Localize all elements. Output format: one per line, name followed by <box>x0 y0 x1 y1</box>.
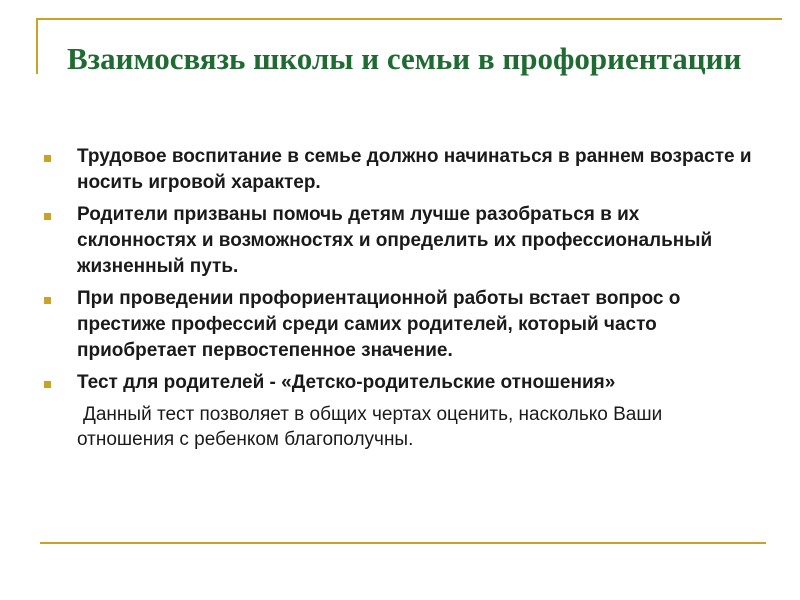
top-rule <box>36 18 782 20</box>
bullet-text: При проведении профориентационной работы встает вопрос о престиже профессий среди самих родителей, который часто приобретает первостепенное значение. <box>77 288 681 361</box>
bullet-list <box>42 144 762 396</box>
slide-content <box>42 144 762 452</box>
square-bullet-icon <box>44 297 51 304</box>
bullet-item <box>42 144 762 196</box>
bullet-text: Тест для родителей - «Детско-родительские отношения» <box>77 372 616 393</box>
bottom-rule <box>40 542 766 544</box>
bullet-text: Родители призваны помочь детям лучше разобраться в их склонностях и возможностях и определить их профессиональный жизненный путь. <box>77 204 713 277</box>
left-rule <box>36 18 38 74</box>
test-description: Данный тест позволяет в общих чертах оценить, насколько Ваши отношения с ребенком благополучны. <box>77 404 663 450</box>
square-bullet-icon <box>44 213 51 220</box>
square-bullet-icon <box>44 381 51 388</box>
bullet-item <box>42 370 762 396</box>
bullet-text: Трудовое воспитание в семье должно начинаться в раннем возрасте и носить игровой характер. <box>77 146 752 193</box>
square-bullet-icon <box>44 155 51 162</box>
slide-title: Взаимосвязь школы и семьи в профориентации <box>67 41 742 76</box>
bullet-item <box>42 286 762 364</box>
bullet-item <box>42 202 762 280</box>
